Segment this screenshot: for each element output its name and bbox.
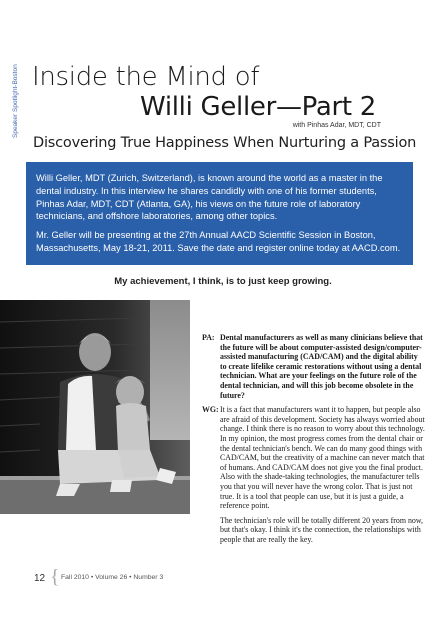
question-text: Dental manufacturers as well as many clinicians believe that the future will be about computer-assisted design/computer-assisted manufacturing (CAD/CAM) and the digital ability to create lifelike ceramic restorations without using a dental technician. What are your feelings on the future role of the dental technician, and will this job become obsolete in the future? [220,333,423,400]
section-label-text: Speaker Spotlight-Boston [12,64,19,138]
article-subtitle: Discovering True Happiness When Nurturing a Passion [33,135,417,151]
intro-box [26,162,413,265]
speaker-label: PA: [202,333,215,342]
footer-divider: { [50,566,60,588]
intro-paragraph-2: Mr. Geller will be presenting at the 27th Annual AACD Scientific Session in Boston, Massachusetts, May 18-21, 2011. Save the date and register online today at AACD.com. [36,230,401,253]
issue-info: Fall 2010 • Volume 26 • Number 3 [61,574,164,581]
byline: with Pinhas Adar, MDT, CDT [292,122,381,129]
interview-text [202,333,426,544]
question-block [202,333,426,400]
photo-geller-with-child [0,300,190,514]
answer-block [202,405,426,511]
article-title-line2: Willi Geller—Part 2 [140,92,377,122]
answer-paragraph: The technician's role will be totally different 20 years from now, but that's okay. I think it's the connection, the relationships with people that are really the key. [220,515,424,544]
page-number: 12 [34,573,46,584]
speaker-label: WG: [202,405,219,415]
answer-text: It is a fact that manufacturers want it to happen, but people also are afraid of this development. Society has always worried about change. I think there is no reason to worry about this technology. In my opinion, the most progress comes from the dental chair or the dental technician's bench. We can do many good things with CAD/CAM, but the creativity of a machine can never match that of humans. And CAD/CAM does not give you the final product. Also with the shade-taking technologies, the manufacturer tells you that you will never have the wrong color. That is just not true. It is a tool that people can use, but it is just a guide, a reference point. [220,405,425,511]
section-label [2,18,19,148]
pull-quote: My achievement, I think, is to just keep growing. [114,276,332,287]
article-title-line1: Inside the Mind of [32,62,260,92]
intro-paragraph-1: Willi Geller, MDT (Zurich, Switzerland), is known around the world as a master in the dental industry. In this interview he shares candidly with one of his former students, Pinhas Adar, MDT, CDT (Atlanta, GA), his views on the future role of laboratory technicians, and offshore laboratories, among other topics. [36,173,383,222]
